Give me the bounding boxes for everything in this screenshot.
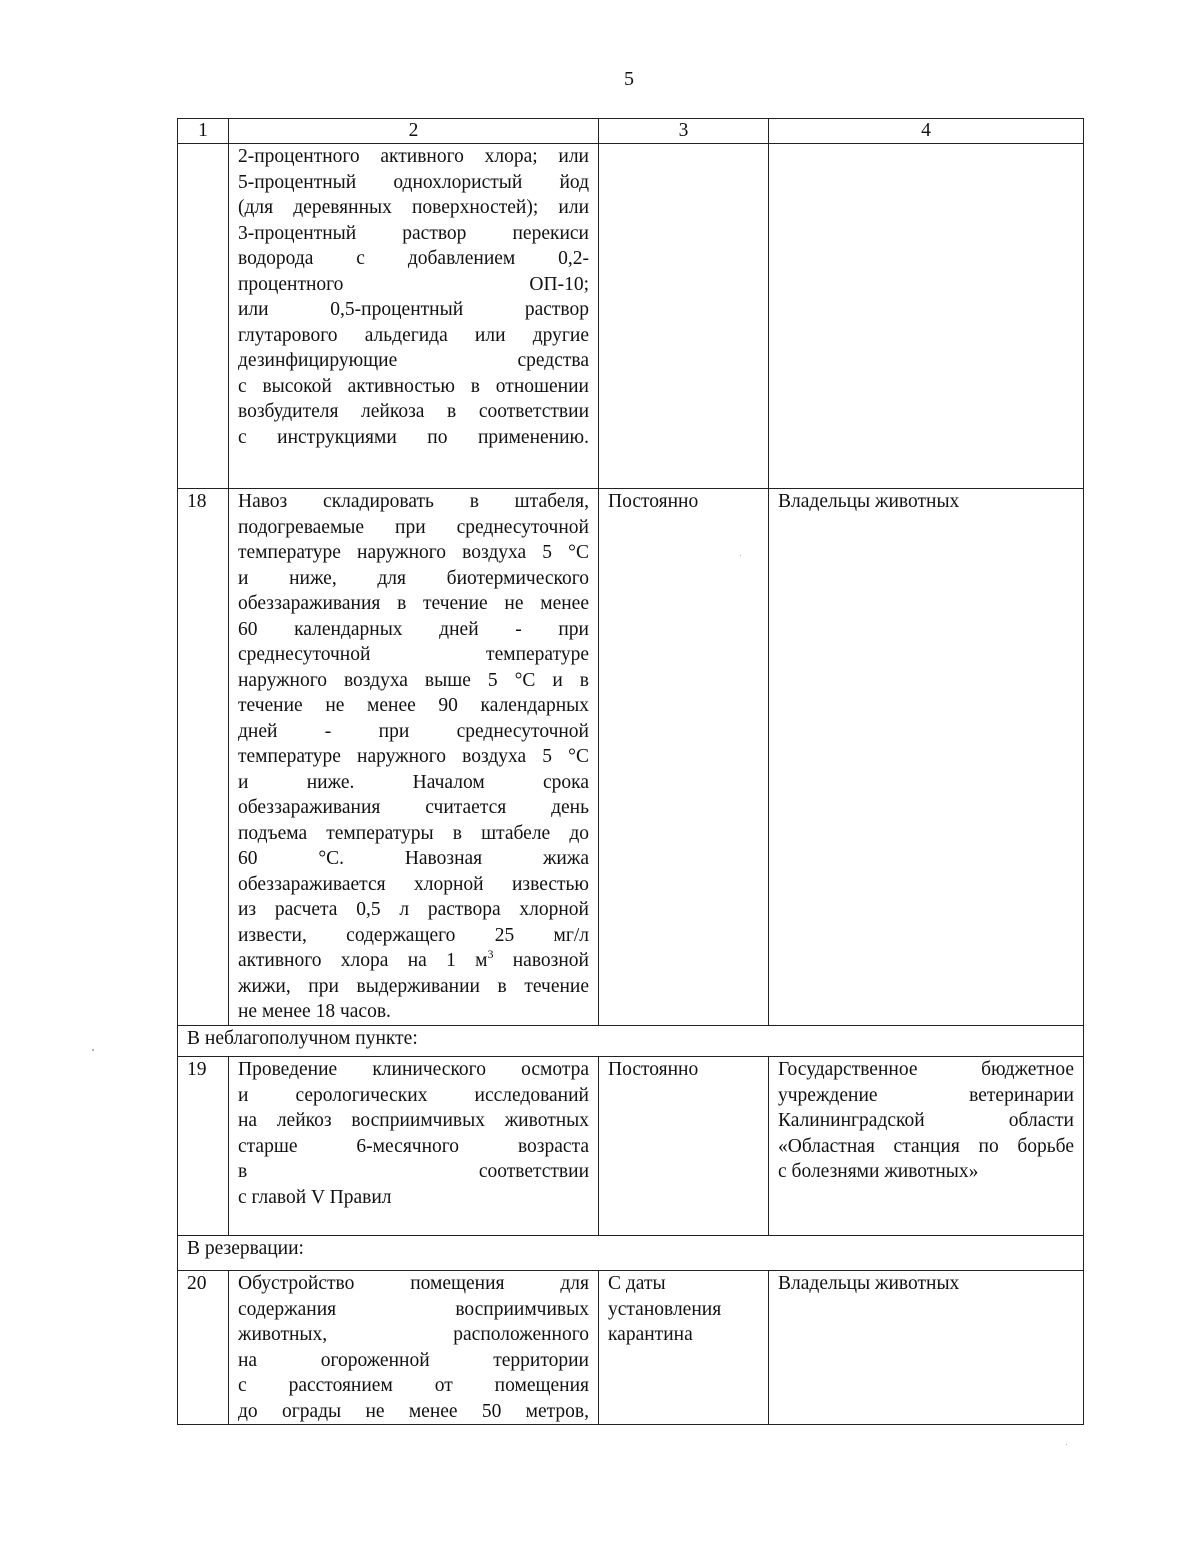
text-line: 2-процентного активного хлора; или — [238, 146, 589, 167]
text-line: 5-процентный однохлористый йод — [238, 171, 589, 193]
text-line: жижи, при выдерживании в течение — [238, 975, 589, 997]
scan-speck — [1066, 1444, 1067, 1445]
text-line: обеззараживается хлорной известью — [238, 873, 589, 895]
text-line: и ниже. Началом срока — [238, 771, 589, 793]
text-fragment: навозной — [493, 950, 589, 971]
measure-text — [229, 144, 599, 489]
text-line: с болезнями животных» — [778, 1161, 979, 1182]
text-line: Навоз складировать в штабеля, — [238, 491, 589, 512]
text-fragment: активного хлора на 1 м — [238, 950, 488, 971]
text-line: дезинфицирующие средства — [238, 350, 589, 371]
table-row-19 — [178, 1057, 1084, 1236]
text-line: 60 календарных дней - при — [238, 618, 589, 640]
text-line: 3-процентный раствор перекиси — [238, 222, 589, 244]
text-line: течение не менее 90 календарных — [238, 695, 589, 716]
text-line: процентного ОП-10; — [238, 273, 589, 295]
text-line: (для деревянных поверхностей); или — [238, 197, 589, 218]
text-line: старше 6-месячного возраста — [238, 1135, 589, 1157]
responsible-cell — [769, 1057, 1084, 1236]
text-line: с главой V Правил — [238, 1186, 392, 1208]
period-cell: Постоянно — [599, 1057, 769, 1236]
superscript: 3 — [487, 947, 494, 961]
text-line: животных, расположенного — [238, 1324, 589, 1345]
table-row-18 — [178, 489, 1084, 1026]
measure-text — [229, 1057, 599, 1236]
text-line: С даты — [608, 1273, 666, 1294]
text-line: Государственное бюджетное — [778, 1059, 1074, 1080]
responsible-cell: Владельцы животных — [769, 1271, 1084, 1425]
text-line: или 0,5-процентный раствор — [238, 299, 589, 320]
text-line: с высокой активностью в отношении — [238, 375, 589, 397]
table-row-20 — [178, 1271, 1084, 1425]
header-col-1: 1 — [178, 119, 229, 144]
section-row-reservation — [178, 1236, 1084, 1271]
section-heading: В неблагополучном пункте: — [178, 1026, 1084, 1057]
scan-speck — [92, 1049, 94, 1051]
text-line: с расстоянием от помещения — [238, 1375, 589, 1396]
header-col-3: 3 — [599, 119, 769, 144]
text-line: не менее 18 часов. — [238, 1001, 391, 1022]
section-heading: В резервации: — [178, 1236, 1084, 1271]
text-line: дней - при среднесуточной — [238, 720, 589, 742]
page-number: 5 — [624, 68, 634, 90]
period-cell: Постоянно — [599, 489, 769, 1026]
row-number-cell — [178, 144, 229, 489]
text-line: обеззараживания в течение не менее — [238, 593, 589, 614]
text-line: извести, содержащего 25 мг/л — [238, 924, 589, 946]
text-line: с инструкциями по применению. — [238, 426, 589, 448]
text-line: и ниже, для биотермического — [238, 567, 589, 589]
period-cell — [599, 1271, 769, 1425]
text-line: «Областная станция по борьбе — [778, 1135, 1074, 1157]
text-line: содержания восприимчивых — [238, 1298, 589, 1320]
table-header-row — [178, 119, 1084, 144]
period-cell — [599, 144, 769, 489]
text-line: 60 °С. Навозная жижа — [238, 848, 589, 869]
text-line: подогреваемые при среднесуточной — [238, 516, 589, 538]
text-line: глутарового альдегида или другие — [238, 324, 589, 346]
text-line: на лейкоз восприимчивых животных — [238, 1110, 589, 1131]
text-line: обеззараживания считается день — [238, 797, 589, 818]
measure-text — [229, 1271, 599, 1425]
text-line: на огороженной территории — [238, 1349, 589, 1371]
header-col-4: 4 — [769, 119, 1084, 144]
section-row-unfavorable — [178, 1026, 1084, 1057]
text-line: водорода с добавлением 0,2- — [238, 248, 589, 269]
text-line: подъема температуры в штабеле до — [238, 822, 589, 844]
row-number: 19 — [178, 1057, 229, 1236]
text-line: в соответствии — [238, 1161, 589, 1182]
text-line: Обустройство помещения для — [238, 1273, 589, 1294]
text-line: учреждение ветеринарии — [778, 1084, 1074, 1106]
text-line: температуре наружного воздуха 5 °С — [238, 542, 589, 563]
header-col-2: 2 — [229, 119, 599, 144]
text-line: до ограды не менее 50 метров, — [238, 1400, 589, 1422]
text-line: возбудителя лейкоза в соответствии — [238, 401, 589, 422]
measures-table — [177, 118, 1084, 1425]
measure-text — [229, 489, 599, 1026]
text-line: Проведение клинического осмотра — [238, 1059, 589, 1080]
text-line: наружного воздуха выше 5 °С и в — [238, 669, 589, 691]
responsible-cell: Владельцы животных — [769, 489, 1084, 1026]
text-line: температуре наружного воздуха 5 °С — [238, 746, 589, 767]
text-line: установления — [608, 1298, 722, 1320]
text-line: из расчета 0,5 л раствора хлорной — [238, 899, 589, 920]
row-number: 20 — [178, 1271, 229, 1425]
text-line-m3 — [238, 948, 589, 974]
row-number: 18 — [178, 489, 229, 1026]
responsible-cell — [769, 144, 1084, 489]
table-row-continuation — [178, 144, 1084, 489]
text-line: карантина — [608, 1324, 693, 1345]
text-line: Калининградской области — [778, 1110, 1074, 1131]
text-line: и серологических исследований — [238, 1084, 589, 1106]
scan-speck — [740, 555, 741, 556]
text-line: среднесуточной температуре — [238, 644, 589, 665]
